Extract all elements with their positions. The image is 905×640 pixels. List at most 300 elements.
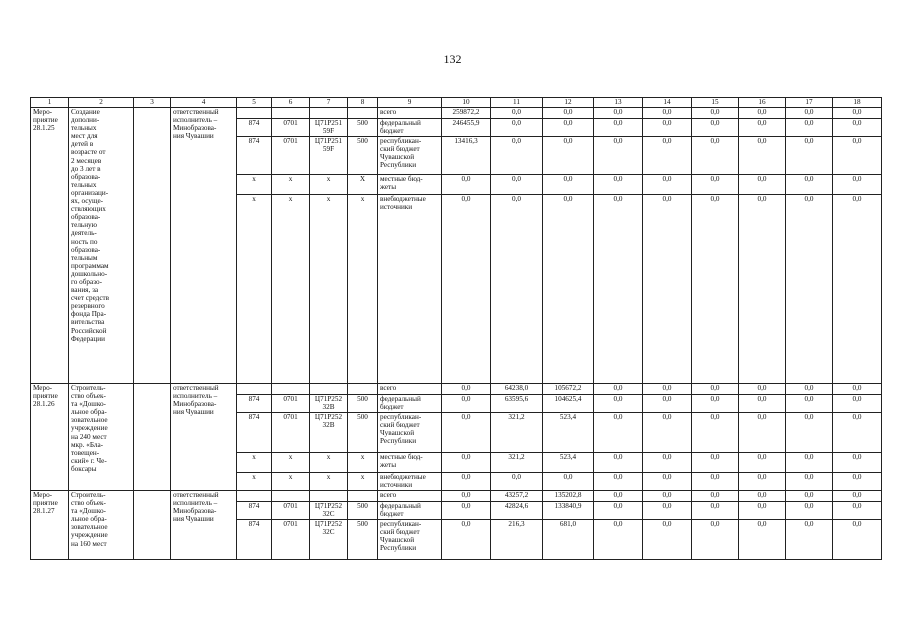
event-description-line: фонда Пра- <box>71 310 107 319</box>
funding-source <box>378 395 442 413</box>
amount-cell: 0,0 <box>786 491 833 502</box>
amount-cell: 0,0 <box>594 195 643 384</box>
amount-cell: 0,0 <box>643 473 692 491</box>
funding-source-line: федеральный <box>380 502 421 510</box>
amount-cell: 0,0 <box>594 491 643 502</box>
target-article-line: Ц71Р251 <box>314 137 343 145</box>
column-number: 5 <box>237 98 272 108</box>
section-code: 0701 <box>272 413 310 453</box>
event-description-line: дошкольно- <box>71 269 108 278</box>
event-code-line: приятие <box>33 499 58 508</box>
amount-cell: 0,0 <box>833 395 882 413</box>
event-executor-line: ния Чувашии <box>173 515 214 524</box>
funding-source-line: Чувашской <box>380 153 415 162</box>
amount-cell: 133840,9 <box>543 502 594 520</box>
budget-table <box>30 97 882 560</box>
event-description-line: детей в <box>71 140 94 149</box>
amount-cell: 0,0 <box>491 137 543 175</box>
amount-cell: 0,0 <box>692 119 739 137</box>
column-number: 3 <box>134 98 171 108</box>
amount-cell: 0,0 <box>442 453 491 473</box>
section-code: x <box>272 195 310 384</box>
amount-cell: 259872,2 <box>442 108 491 119</box>
expense-type-code <box>348 384 378 395</box>
funding-source-line: Чувашской <box>380 536 415 545</box>
funding-source-line: республикан- <box>380 137 422 145</box>
event-description-line: ях, осуще- <box>71 197 104 206</box>
target-article-line: 32В <box>322 403 335 412</box>
amount-cell: 0,0 <box>739 502 786 520</box>
event-code <box>31 108 69 384</box>
event-description-line: учреждение <box>71 531 108 540</box>
event-description <box>69 108 134 384</box>
funding-source-line: ский бюджет <box>380 145 420 154</box>
grbs-code: 874 <box>237 413 272 453</box>
amount-cell: 0,0 <box>692 520 739 560</box>
section-code: 0701 <box>272 502 310 520</box>
target-article-line: Ц71Р251 <box>314 119 343 127</box>
amount-cell: 0,0 <box>739 473 786 491</box>
amount-cell: 0,0 <box>442 413 491 453</box>
target-article-code <box>310 453 348 473</box>
section-code: 0701 <box>272 520 310 560</box>
event-code-line: Меро- <box>33 491 53 499</box>
amount-cell: 63595,6 <box>491 395 543 413</box>
amount-cell: 43257,2 <box>491 491 543 502</box>
amount-cell: 0,0 <box>786 175 833 195</box>
amount-cell: 0,0 <box>786 384 833 395</box>
event-description <box>69 491 134 560</box>
event-code-line: Меро- <box>33 108 53 116</box>
funding-source-line: всего <box>380 384 397 392</box>
event-executor <box>171 384 237 491</box>
funding-source <box>378 175 442 195</box>
event-description-line: товещен- <box>71 448 100 457</box>
funding-source-line: республикан- <box>380 520 422 528</box>
event-executor-line: ния Чувашии <box>173 132 214 141</box>
funding-source-line: жеты <box>380 461 397 470</box>
amount-cell: 0,0 <box>739 384 786 395</box>
event-description-line: ство объек- <box>71 392 106 401</box>
event-description-line: вания, за <box>71 286 99 295</box>
amount-cell: 0,0 <box>643 137 692 175</box>
event-description-line: ность по <box>71 237 98 246</box>
funding-source-line: всего <box>380 108 397 116</box>
funding-source <box>378 473 442 491</box>
amount-cell: 0,0 <box>786 395 833 413</box>
target-article-line: x <box>326 473 331 481</box>
amount-cell: 246455,9 <box>442 119 491 137</box>
section-code <box>272 108 310 119</box>
amount-cell: 0,0 <box>442 395 491 413</box>
grbs-code: x <box>237 175 272 195</box>
funding-source-line: внебюджетные <box>380 473 426 481</box>
event-description-line: программам <box>71 261 109 270</box>
funding-source-line: Республики <box>380 161 417 170</box>
amount-cell: 13416,3 <box>442 137 491 175</box>
amount-cell: 216,3 <box>491 520 543 560</box>
event-description-line: образова- <box>71 245 101 254</box>
funding-source-line: республикан- <box>380 413 422 421</box>
section-code: x <box>272 453 310 473</box>
column-number: 8 <box>348 98 378 108</box>
event-executor-line: исполнитель – <box>173 392 218 401</box>
event-description-line: тельным <box>71 253 98 262</box>
grbs-code: x <box>237 195 272 384</box>
page-number: 132 <box>443 52 462 66</box>
amount-cell: 0,0 <box>442 473 491 491</box>
amount-cell: 0,0 <box>833 473 882 491</box>
event-description-line: ский» г. Че- <box>71 456 107 465</box>
target-article-line: x <box>326 175 331 183</box>
amount-cell: 0,0 <box>692 384 739 395</box>
amount-cell: 0,0 <box>833 502 882 520</box>
amount-cell: 0,0 <box>543 119 594 137</box>
amount-cell: 0,0 <box>594 395 643 413</box>
amount-cell: 0,0 <box>786 502 833 520</box>
event-description-line: Создание <box>71 108 100 116</box>
event-executor-line: исполнитель – <box>173 499 218 508</box>
target-article-line: Ц71Р252 <box>314 502 343 510</box>
funding-source-line: бюджет <box>380 403 404 412</box>
amount-cell: 0,0 <box>692 137 739 175</box>
event-description-line: на 240 мест <box>71 432 107 441</box>
funding-source-line: Чувашской <box>380 429 415 438</box>
event-description-line: образова- <box>71 172 101 181</box>
expense-type-code: 500 <box>348 520 378 560</box>
event-description-line: боксары <box>71 464 97 473</box>
target-article-code <box>310 119 348 137</box>
event-description-line: вительства <box>71 318 105 327</box>
amount-cell: 0,0 <box>543 108 594 119</box>
section-code: 0701 <box>272 137 310 175</box>
amount-cell: 0,0 <box>692 195 739 384</box>
amount-cell: 0,0 <box>491 119 543 137</box>
amount-cell: 0,0 <box>491 195 543 384</box>
amount-cell: 0,0 <box>442 195 491 384</box>
event-code <box>31 491 69 560</box>
event-code <box>31 384 69 491</box>
amount-cell: 0,0 <box>739 491 786 502</box>
target-article-code <box>310 137 348 175</box>
amount-cell: 0,0 <box>692 491 739 502</box>
funding-source-line: жеты <box>380 183 397 192</box>
amount-cell: 321,2 <box>491 413 543 453</box>
target-article-line: 32В <box>322 421 335 430</box>
funding-source <box>378 384 442 395</box>
amount-cell: 681,0 <box>543 520 594 560</box>
event-description-line: резервного <box>71 302 105 311</box>
amount-cell: 0,0 <box>739 520 786 560</box>
target-article-code <box>310 413 348 453</box>
column-number: 18 <box>833 98 882 108</box>
amount-cell: 0,0 <box>692 175 739 195</box>
amount-cell: 0,0 <box>833 413 882 453</box>
event-description-line: тельных <box>71 124 97 133</box>
column-number: 1 <box>31 98 69 108</box>
event-description-line: счет средств <box>71 294 110 303</box>
amount-cell: 0,0 <box>643 491 692 502</box>
amount-cell: 0,0 <box>786 473 833 491</box>
amount-cell: 0,0 <box>739 119 786 137</box>
amount-cell: 0,0 <box>833 108 882 119</box>
funding-source-line: местные бюд- <box>380 175 423 183</box>
amount-cell: 0,0 <box>442 502 491 520</box>
amount-cell: 0,0 <box>643 119 692 137</box>
amount-cell: 0,0 <box>692 453 739 473</box>
amount-cell: 0,0 <box>692 413 739 453</box>
funding-source-line: Республики <box>380 544 417 553</box>
amount-cell: 0,0 <box>833 453 882 473</box>
section-code: x <box>272 175 310 195</box>
target-article-code <box>310 473 348 491</box>
column-number: 16 <box>739 98 786 108</box>
amount-cell: 0,0 <box>594 384 643 395</box>
amount-cell: 104625,4 <box>543 395 594 413</box>
amount-cell: 0,0 <box>833 137 882 175</box>
amount-cell: 0,0 <box>543 175 594 195</box>
amount-cell: 0,0 <box>594 175 643 195</box>
event-description-line: зовательное <box>71 523 108 532</box>
expense-type-code: 500 <box>348 395 378 413</box>
funding-source <box>378 453 442 473</box>
amount-cell: 0,0 <box>442 175 491 195</box>
section-code: 0701 <box>272 395 310 413</box>
event-code-line: приятие <box>33 116 58 125</box>
expense-type-code <box>348 108 378 119</box>
amount-cell: 0,0 <box>786 520 833 560</box>
amount-cell: 0,0 <box>594 137 643 175</box>
target-article-line: 32С <box>322 510 335 519</box>
event-code-line: Меро- <box>33 384 53 392</box>
expense-type-code: X <box>348 175 378 195</box>
amount-cell: 0,0 <box>442 384 491 395</box>
amount-cell: 0,0 <box>643 413 692 453</box>
event-description-line: тельную <box>71 221 98 230</box>
amount-cell: 0,0 <box>594 502 643 520</box>
event-description-line: мкр. «Бла- <box>71 440 104 449</box>
event-description-line: тельных <box>71 180 97 189</box>
amount-cell: 0,0 <box>739 453 786 473</box>
amount-cell: 0,0 <box>643 108 692 119</box>
column-number: 2 <box>69 98 134 108</box>
amount-cell: 42824,6 <box>491 502 543 520</box>
expense-type-code: 500 <box>348 119 378 137</box>
funding-source <box>378 195 442 384</box>
amount-cell: 0,0 <box>543 473 594 491</box>
event-executor-line: ответственный <box>173 384 219 392</box>
event-code-line: 28.1.27 <box>33 507 55 516</box>
target-article-code <box>310 108 348 119</box>
column-number: 6 <box>272 98 310 108</box>
column-number: 7 <box>310 98 348 108</box>
grbs-code: 874 <box>237 119 272 137</box>
amount-cell: 0,0 <box>739 195 786 384</box>
amount-cell: 0,0 <box>833 520 882 560</box>
funding-source <box>378 491 442 502</box>
column-number: 11 <box>491 98 543 108</box>
target-article-code <box>310 384 348 395</box>
event-description-line: мест для <box>71 132 98 141</box>
amount-cell: 0,0 <box>442 491 491 502</box>
funding-source-line: ский бюджет <box>380 421 420 430</box>
amount-cell: 0,0 <box>739 108 786 119</box>
target-article-line: x <box>326 453 331 461</box>
expense-type-code: 500 <box>348 137 378 175</box>
amount-cell: 105672,2 <box>543 384 594 395</box>
event-col-3 <box>134 384 171 491</box>
amount-cell: 0,0 <box>739 137 786 175</box>
grbs-code: x <box>237 473 272 491</box>
event-description-line: та «Дошко- <box>71 507 106 516</box>
funding-source-line: федеральный <box>380 119 421 127</box>
grbs-code: 874 <box>237 137 272 175</box>
amount-cell: 0,0 <box>643 395 692 413</box>
section-code <box>272 384 310 395</box>
target-article-line: 59F <box>322 145 335 154</box>
amount-cell: 135202,8 <box>543 491 594 502</box>
event-description-line: та «Дошко- <box>71 400 106 409</box>
column-number: 14 <box>643 98 692 108</box>
amount-cell: 0,0 <box>692 395 739 413</box>
amount-cell: 0,0 <box>491 175 543 195</box>
amount-cell: 0,0 <box>594 453 643 473</box>
header-row <box>31 98 882 108</box>
target-article-code <box>310 491 348 502</box>
amount-cell: 0,0 <box>643 453 692 473</box>
event-description <box>69 384 134 491</box>
event-description-line: ствляющих <box>71 205 106 214</box>
event-code-line: 28.1.26 <box>33 400 55 409</box>
event-description-line: ство объек- <box>71 499 106 508</box>
amount-cell: 0,0 <box>643 175 692 195</box>
amount-cell: 0,0 <box>786 108 833 119</box>
event-executor-line: Минобразова- <box>173 124 217 133</box>
event-description-line: учреждение <box>71 424 108 433</box>
target-article-line: Ц71Р252 <box>314 395 343 403</box>
table-row <box>31 491 882 502</box>
amount-cell: 321,2 <box>491 453 543 473</box>
event-description-line: Строитель- <box>71 491 106 499</box>
target-article-code <box>310 195 348 384</box>
funding-source <box>378 137 442 175</box>
amount-cell: 0,0 <box>833 175 882 195</box>
grbs-code: x <box>237 453 272 473</box>
event-description-line: Федерации <box>71 334 105 343</box>
grbs-code: 874 <box>237 502 272 520</box>
amount-cell: 0,0 <box>442 520 491 560</box>
amount-cell: 0,0 <box>739 175 786 195</box>
column-number: 10 <box>442 98 491 108</box>
column-number: 9 <box>378 98 442 108</box>
event-executor-line: Минобразова- <box>173 400 217 409</box>
expense-type-code: x <box>348 195 378 384</box>
event-description-line: Российской <box>71 326 107 335</box>
event-description-line: организаци- <box>71 188 109 197</box>
event-executor <box>171 491 237 560</box>
grbs-code <box>237 108 272 119</box>
section-code <box>272 491 310 502</box>
table-row <box>31 384 882 395</box>
grbs-code <box>237 491 272 502</box>
column-number: 4 <box>171 98 237 108</box>
target-article-code <box>310 520 348 560</box>
event-description-line: деятель- <box>71 229 97 238</box>
funding-source <box>378 119 442 137</box>
funding-source-line: источники <box>380 203 413 212</box>
funding-source-line: внебюджетные <box>380 195 426 203</box>
amount-cell: 0,0 <box>491 108 543 119</box>
event-description-line: Строитель- <box>71 384 106 392</box>
amount-cell: 0,0 <box>594 119 643 137</box>
event-col-3 <box>134 108 171 384</box>
event-code-line: 28.1.25 <box>33 124 55 133</box>
funding-source <box>378 413 442 453</box>
amount-cell: 0,0 <box>543 137 594 175</box>
amount-cell: 0,0 <box>643 520 692 560</box>
event-description-line: 2 месяцев <box>71 156 102 165</box>
expense-type-code: 500 <box>348 413 378 453</box>
target-article-code <box>310 175 348 195</box>
amount-cell: 0,0 <box>594 520 643 560</box>
target-article-line: Ц71Р252 <box>314 520 343 528</box>
event-description-line: дополни- <box>71 116 100 125</box>
amount-cell: 0,0 <box>833 195 882 384</box>
event-description-line: на 160 мест <box>71 539 107 548</box>
event-description-line: го образо- <box>71 277 102 286</box>
funding-source-line: источники <box>380 481 413 490</box>
amount-cell: 0,0 <box>833 384 882 395</box>
event-code-line: приятие <box>33 392 58 401</box>
expense-type-code: 500 <box>348 502 378 520</box>
funding-source <box>378 502 442 520</box>
amount-cell: 523,4 <box>543 453 594 473</box>
target-article-line: Ц71Р252 <box>314 413 343 421</box>
amount-cell: 0,0 <box>594 108 643 119</box>
amount-cell: 0,0 <box>739 395 786 413</box>
funding-source-line: бюджет <box>380 127 404 136</box>
amount-cell: 0,0 <box>786 453 833 473</box>
target-article-code <box>310 502 348 520</box>
funding-source-line: всего <box>380 491 397 499</box>
amount-cell: 0,0 <box>786 195 833 384</box>
target-article-line: 59F <box>322 127 335 136</box>
funding-source-line: федеральный <box>380 395 421 403</box>
funding-source-line: ский бюджет <box>380 528 420 537</box>
amount-cell: 523,4 <box>543 413 594 453</box>
expense-type-code: x <box>348 473 378 491</box>
column-number: 12 <box>543 98 594 108</box>
column-number: 17 <box>786 98 833 108</box>
event-executor-line: ответственный <box>173 108 219 116</box>
funding-source-line: Республики <box>380 437 417 446</box>
amount-cell: 0,0 <box>833 119 882 137</box>
target-article-line: x <box>326 195 331 203</box>
event-description-line: до 3 лет в <box>71 164 101 173</box>
event-description-line: возрасте от <box>71 148 106 157</box>
amount-cell: 0,0 <box>786 413 833 453</box>
event-col-3 <box>134 491 171 560</box>
target-article-line: 32С <box>322 528 335 537</box>
target-article-code <box>310 395 348 413</box>
expense-type-code <box>348 491 378 502</box>
funding-source <box>378 520 442 560</box>
amount-cell: 0,0 <box>543 195 594 384</box>
grbs-code: 874 <box>237 395 272 413</box>
amount-cell: 0,0 <box>594 473 643 491</box>
event-description-line: образова- <box>71 213 101 222</box>
amount-cell: 0,0 <box>643 195 692 384</box>
